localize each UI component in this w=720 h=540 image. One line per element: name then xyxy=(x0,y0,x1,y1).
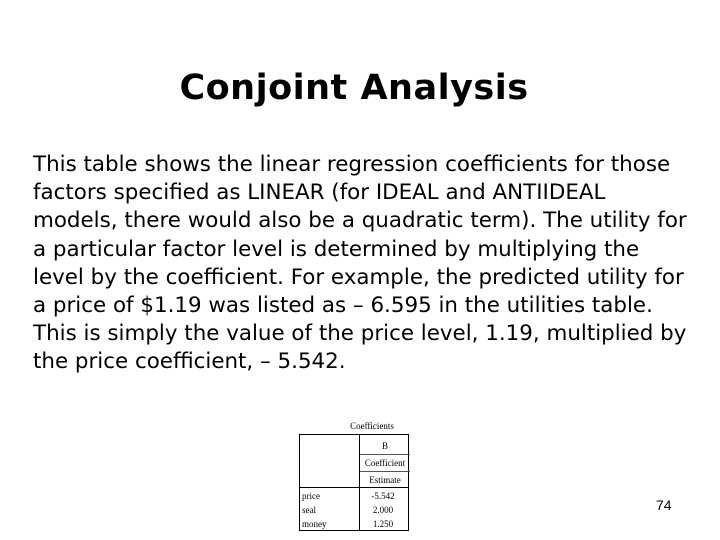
header-line-coefficient: Coefficient xyxy=(360,455,410,472)
page-number: 74 xyxy=(656,497,672,513)
slide-body-text: This table shows the linear regression coefficients for those factors specified as LINEAR (for IDEAL and ANTIIDEAL models, there would also be a quadratic term). The utility for a particular factor level is determined by multiplying the level by the coefficient. For example, the predicted utility for a price of $1.19 was listed as – 6.595 in the utilities table. This is simply the value of the price level, 1.19, multiplied by the price coefficient, – 5.542. xyxy=(33,152,687,375)
row-coefficient-value: -5.542 xyxy=(371,491,395,501)
table-row xyxy=(300,489,408,503)
table-row xyxy=(300,517,408,531)
table-row xyxy=(300,503,408,517)
coefficients-table-caption: Coefficients xyxy=(350,421,394,431)
coefficients-table-body xyxy=(299,434,409,531)
coefficients-table-rows xyxy=(300,489,408,531)
slide-title: Conjoint Analysis xyxy=(179,68,529,108)
coefficients-table xyxy=(299,420,409,531)
header-line-b: B xyxy=(360,438,410,455)
header-line-estimate: Estimate xyxy=(369,475,401,485)
row-coefficient-value: 1.250 xyxy=(372,519,394,529)
row-factor-name: money xyxy=(302,519,327,529)
coefficients-table-header xyxy=(360,438,410,488)
row-coefficient-value: 2.000 xyxy=(372,505,394,515)
row-factor-name: seal xyxy=(302,505,316,515)
row-factor-name: price xyxy=(302,491,320,501)
